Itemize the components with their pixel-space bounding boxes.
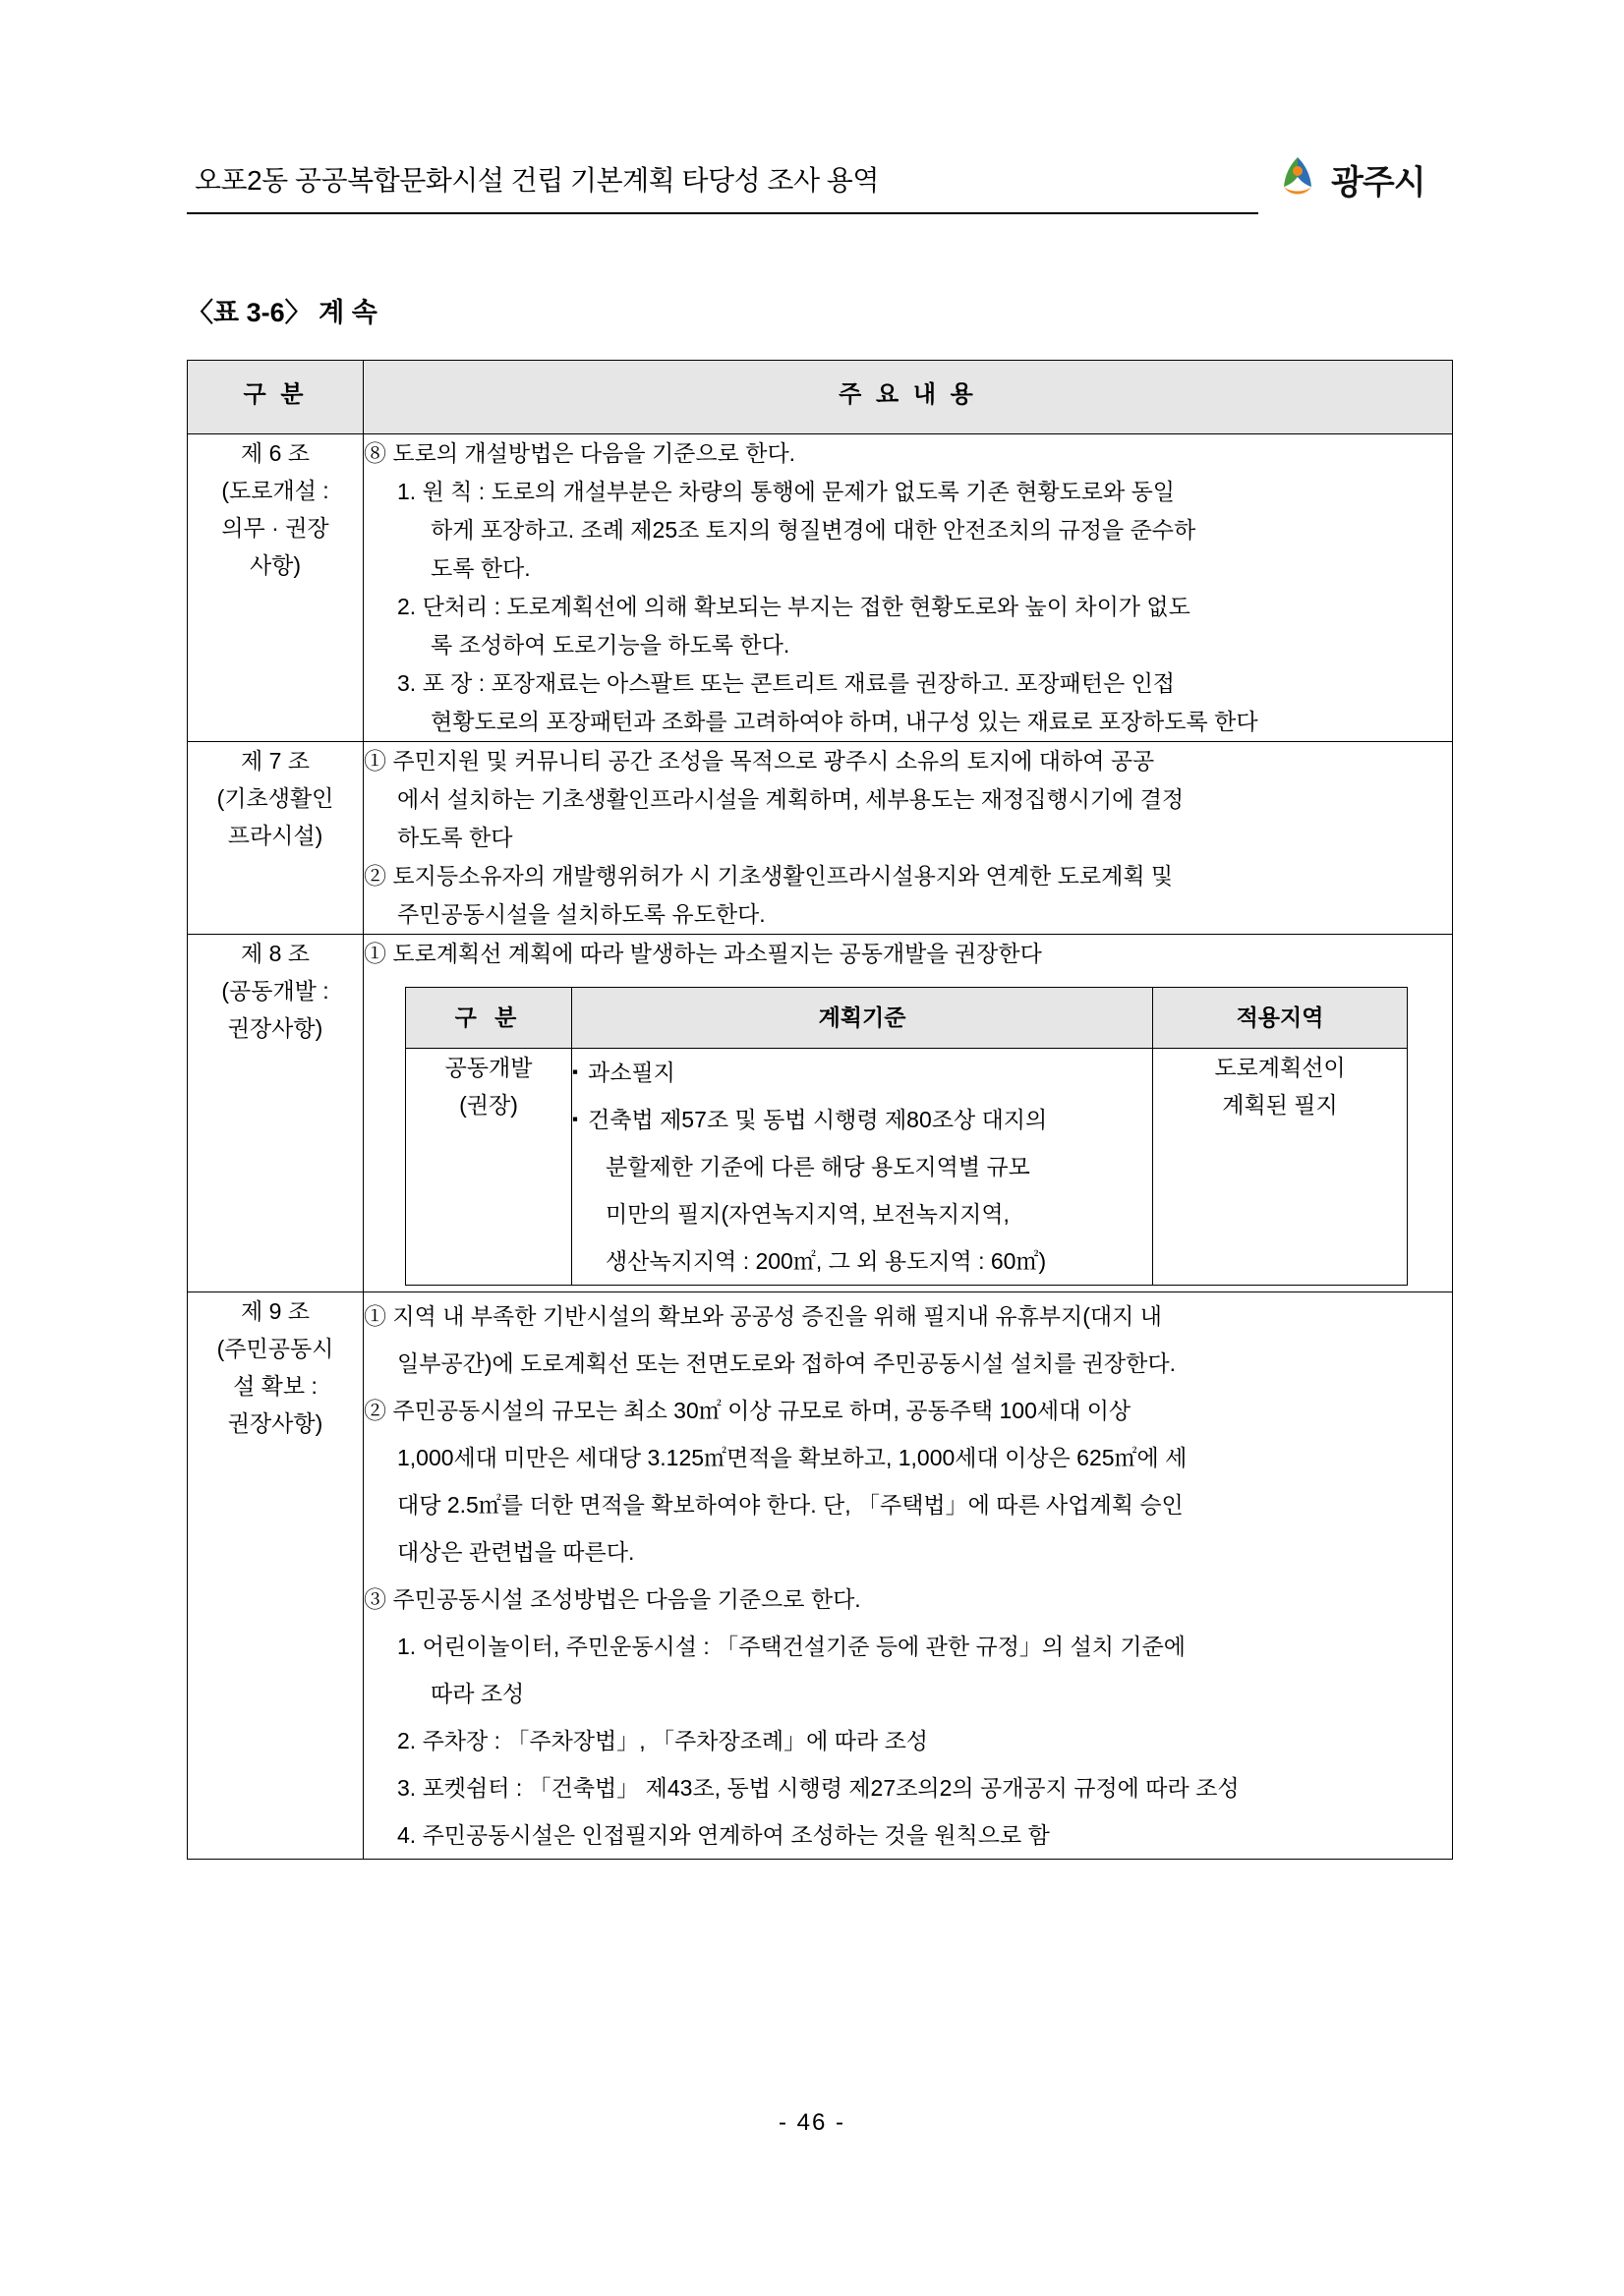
- label-line: 권장사항): [227, 1015, 323, 1041]
- content-line: ③ 주민공동시설 조성방법은 다음을 기준으로 한다.: [364, 1586, 861, 1612]
- table-header-row: [188, 361, 1453, 434]
- label-line: (기초생활인: [216, 785, 334, 811]
- page-header: [187, 147, 1455, 226]
- row-label-article6: [188, 434, 364, 742]
- content-line: 3. 포 장 : 포장재료는 아스팔트 또는 콘트리트 재료를 권장하고. 포장패턴은 인접: [397, 670, 1176, 696]
- criteria-line: 미만의 필지(자연녹지지역, 보전녹지지역,: [606, 1201, 1010, 1227]
- inner-column-header-category: 구 분: [406, 988, 572, 1049]
- table-row: [188, 935, 1453, 1292]
- column-header-content: 주 요 내 용: [364, 361, 1453, 434]
- content-line: ⑧ 도로의 개설방법은 다음을 기준으로 한다.: [364, 440, 796, 466]
- content-line: 1. 원 칙 : 도로의 개설부분은 차량의 통행에 문제가 없도록 기존 현황도로와 동일: [397, 479, 1176, 504]
- city-logo: [1258, 147, 1455, 208]
- logo-text: 광주시: [1331, 164, 1425, 201]
- row-label-article8: [188, 935, 364, 1292]
- row-content-article7: [364, 742, 1453, 935]
- area-line: 계획된 필지: [1222, 1092, 1338, 1118]
- criteria-text: 건축법 제57조 및 동법 시행령 제80조상 대지의: [588, 1107, 1048, 1132]
- content-line: 대당 2.5㎡를 더한 면적을 확보하여야 한다. 단, 「주택법」에 따른 사업계획 승인: [397, 1492, 1184, 1518]
- bullet-square-icon: ▪: [572, 1062, 579, 1081]
- table-caption: 〈표 3-6〉 계 속: [187, 298, 377, 327]
- label-line: 설 확보 :: [233, 1373, 318, 1399]
- label-line: (주민공동시: [216, 1336, 334, 1361]
- bullet-square-icon: ▪: [572, 1110, 579, 1128]
- criteria-line: 분할제한 기준에 다른 해당 용도지역별 규모: [606, 1154, 1030, 1179]
- label-line: 제 9 조: [240, 1298, 310, 1324]
- content-line: 1,000세대 미만은 세대당 3.125㎡면적을 확보하고, 1,000세대 이상은 625㎡에 세: [397, 1445, 1188, 1470]
- label-line: 제 6 조: [240, 440, 310, 466]
- label-line: 프라시설): [227, 823, 323, 848]
- header-divider: [187, 212, 1258, 214]
- label-line: 제 8 조: [240, 941, 310, 966]
- content-line: 2. 주차장 : 「주차장법」, 「주차장조례」에 따라 조성: [397, 1728, 929, 1753]
- label-line: 제 7 조: [240, 748, 310, 774]
- inner-column-header-criteria: 계획기준: [572, 988, 1153, 1049]
- content-line: 록 조성하여 도로기능을 하도록 한다.: [431, 632, 790, 658]
- row-content-article6: [364, 434, 1453, 742]
- header-title: 오포2동 공공복합문화시설 건립 기본계획 타당성 조사 용역: [195, 165, 879, 196]
- row-content-article9: [364, 1292, 1453, 1860]
- content-line: 2. 단처리 : 도로계획선에 의해 확보되는 부지는 접한 현황도로와 높이 차이가 없도: [397, 594, 1190, 619]
- content-line: 1. 어린이놀이터, 주민운동시설 : 「주택건설기준 등에 관한 규정」의 설치 기준에: [397, 1634, 1187, 1659]
- inner-header-row: [406, 988, 1408, 1049]
- label-line: 의무 · 권장: [221, 515, 329, 541]
- inner-column-header-area: 적용지역: [1153, 988, 1408, 1049]
- content-line: 대상은 관련법을 따른다.: [397, 1539, 635, 1565]
- content-line: ② 토지등소유자의 개발행위허가 시 기초생활인프라시설용지와 연계한 도로계획 및: [364, 863, 1174, 889]
- content-line: 에서 설치하는 기초생활인프라시설을 계획하며, 세부용도는 재정집행시기에 결정: [397, 786, 1185, 812]
- content-line: 하게 포장하고. 조례 제25조 토지의 형질변경에 대한 안전조치의 규정을 준수하: [431, 517, 1196, 543]
- row-label-article7: [188, 742, 364, 935]
- main-table: [187, 360, 1453, 1860]
- criteria-text: 과소필지: [588, 1060, 675, 1085]
- inner-category-line: (권장): [459, 1092, 518, 1118]
- content-line: 따라 조성: [431, 1681, 525, 1706]
- criteria-line: [572, 1096, 1152, 1143]
- inner-category-line: 공동개발: [444, 1055, 533, 1080]
- criteria-line: [572, 1049, 1152, 1096]
- content-line: 도록 한다.: [431, 555, 531, 581]
- content-line: ① 지역 내 부족한 기반시설의 확보와 공공성 증진을 위해 필지내 유휴부지(대지 내: [364, 1303, 1162, 1329]
- content-line: 4. 주민공동시설은 인접필지와 연계하여 조성하는 것을 원칙으로 함: [397, 1822, 1050, 1848]
- content-line: 하도록 한다: [397, 825, 513, 850]
- page-footer: [0, 2109, 1624, 2137]
- content-line: ① 주민지원 및 커뮤니티 공간 조성을 목적으로 광주시 소유의 토지에 대하여 공공: [364, 748, 1155, 774]
- content-line: 주민공동시설을 설치하도록 유도한다.: [397, 901, 766, 927]
- page-number: - 46 -: [778, 2109, 845, 2136]
- inner-table-joint-development: [405, 987, 1408, 1286]
- content-line: ② 주민공동시설의 규모는 최소 30㎡ 이상 규모로 하며, 공동주택 100세대 이상: [364, 1398, 1131, 1423]
- table-row: [188, 742, 1453, 935]
- gwangju-emblem-icon: [1272, 151, 1323, 202]
- content-line: 3. 포켓쉼터 : 「건축법」 제43조, 동법 시행령 제27조의2의 공개공지 규정에 따라 조성: [397, 1775, 1240, 1801]
- row-content-article8: [364, 935, 1453, 1292]
- column-header-category: 구 분: [188, 361, 364, 434]
- label-line: (공동개발 :: [221, 978, 329, 1004]
- inner-cell-category: [406, 1049, 572, 1286]
- table-row: [188, 1292, 1453, 1860]
- label-line: 권장사항): [227, 1410, 323, 1436]
- content-line: 일부공간)에 도로계획선 또는 전면도로와 접하여 주민공동시설 설치를 권장한다.: [397, 1350, 1176, 1376]
- inner-cell-criteria: [572, 1049, 1153, 1286]
- label-line: (도로개설 :: [221, 478, 329, 503]
- area-line: 도로계획선이: [1214, 1055, 1346, 1080]
- inner-table-row: [406, 1049, 1408, 1286]
- table-row: [188, 434, 1453, 742]
- criteria-line: 생산녹지지역 : 200㎡, 그 외 용도지역 : 60㎡): [606, 1248, 1047, 1274]
- content-line: ① 도로계획선 계획에 따라 발생하는 과소필지는 공동개발을 권장한다: [364, 941, 1042, 966]
- inner-cell-area: [1153, 1049, 1408, 1286]
- content-line: 현황도로의 포장패턴과 조화를 고려하여야 하며, 내구성 있는 재료로 포장하도록 한다: [431, 709, 1258, 734]
- row-label-article9: [188, 1292, 364, 1860]
- label-line: 사항): [249, 552, 302, 578]
